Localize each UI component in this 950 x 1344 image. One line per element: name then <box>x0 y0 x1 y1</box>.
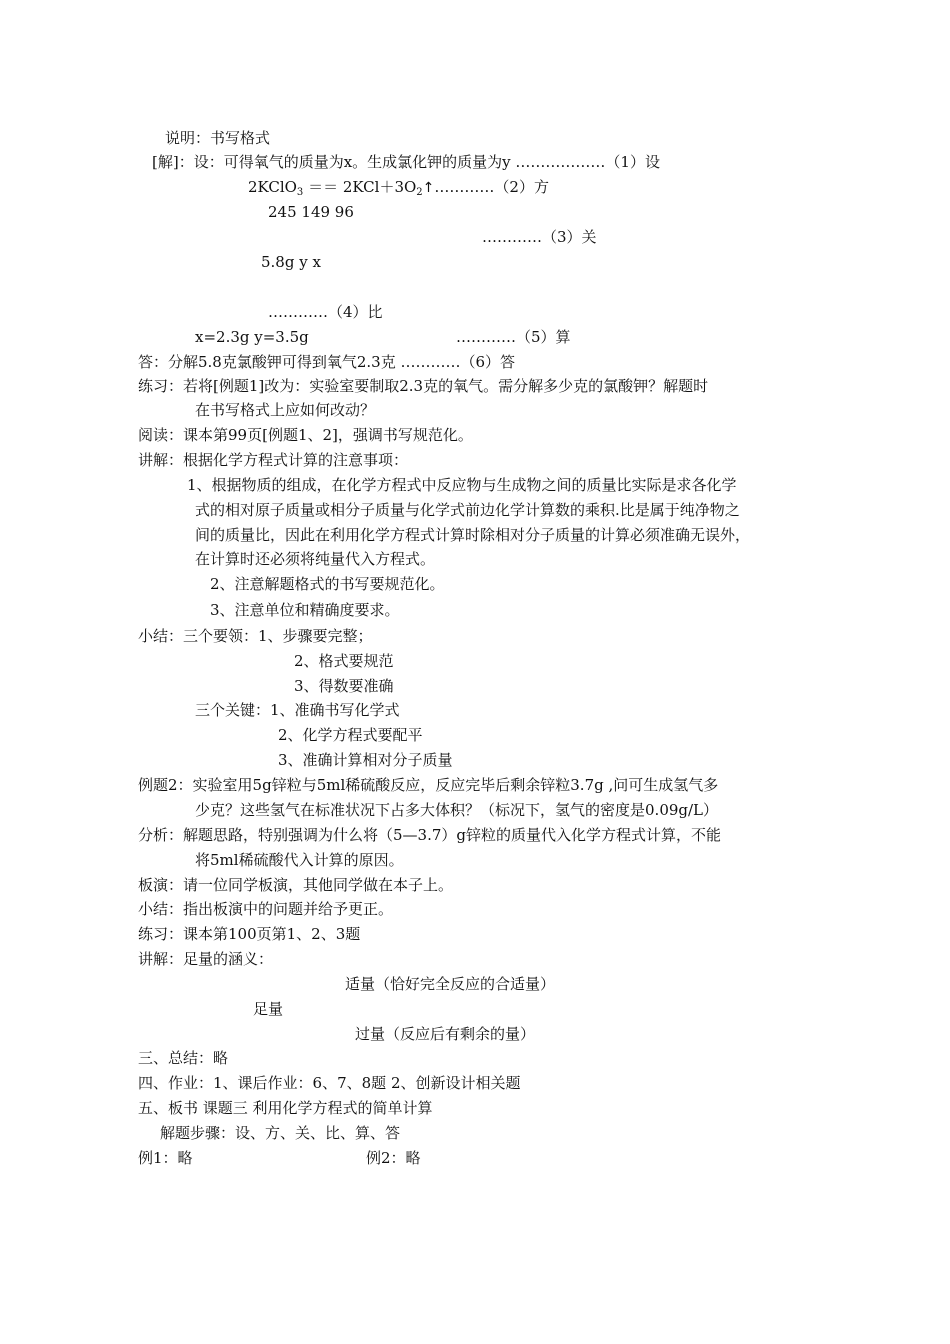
reading-line: 阅读：课本第99页[例题1、2]，强调书写规范化。 <box>138 426 473 444</box>
gas-arrow-icon: ↑ <box>422 180 435 196</box>
equation-step-marker: …………（2）方 <box>434 178 549 196</box>
step-marker-ratio: …………（4）比 <box>268 303 383 321</box>
lecture-sufficient: 讲解：足量的涵义： <box>138 950 274 968</box>
calculation-results: x=2.3g y=3.5g <box>195 328 309 346</box>
note-item-3: 3、注意单位和精确度要求。 <box>210 601 400 619</box>
equation-reactant: 2KClO <box>248 178 297 196</box>
section-summary: 三、总结：略 <box>138 1049 229 1067</box>
summary-key-2: 2、化学方程式要配平 <box>278 726 423 744</box>
summary-essential-2: 2、格式要规范 <box>294 652 394 670</box>
exercise-paragraph: 练习：若将[例题1]改为：实验室要制取2.3克的氧气。需分解多少克的氯酸钾？解题时 <box>138 377 709 395</box>
chemical-equation <box>248 177 549 198</box>
section-homework: 四、作业：1、课后作业：6、7、8题 2、创新设计相关题 <box>138 1074 521 1092</box>
note-item-1-cont: 间的质量比，因此在利用化学方程式计算时除相对分子质量的计算必须准确无误外， <box>195 526 751 544</box>
note-item-1-cont: 在计算时还必须将纯量代入方程式。 <box>195 550 436 568</box>
step-marker-relation: …………（3）关 <box>482 228 597 246</box>
example-2-cont: 少克？这些氢气在标准状况下占多大体积？（标况下，氢气的密度是0.09g/L） <box>195 801 719 819</box>
summary-essentials: 小结：三个要领：1、步骤要完整； <box>138 627 373 645</box>
example-2-ref: 例2：略 <box>366 1149 421 1167</box>
answer-line: 答：分解5.8克氯酸钾可得到氧气2.3克 …………（6）答 <box>138 353 516 371</box>
term-excess: 过量（反应后有剩余的量） <box>355 1025 536 1043</box>
analysis-line-cont: 将5ml稀硫酸代入计算的原因。 <box>195 851 404 869</box>
summary-essential-3: 3、得数要准确 <box>294 677 394 695</box>
example-1-ref: 例1：略 <box>138 1149 193 1167</box>
note-item-1-cont: 式的相对原子质量或相分子质量与化学式前边化学计算数的乘积.比是属于纯净物之 <box>195 501 740 519</box>
solution-setup-line: [解]：设：可得氧气的质量为x。生成氯化钾的质量为y ………………（1）设 <box>152 153 660 171</box>
section-label-format: 说明：书写格式 <box>165 129 271 147</box>
section-board: 五、板书 课题三 利用化学方程式的简单计算 <box>138 1099 433 1117</box>
equation-subscript: 2 <box>416 187 423 198</box>
known-unknown-row: 5.8g y x <box>261 253 321 271</box>
equation-products: ＝＝ 2KCl＋3O <box>303 178 417 196</box>
summary-keys: 三个关键：1、准确书写化学式 <box>195 701 400 719</box>
term-sufficient: 足量 <box>253 1000 284 1018</box>
board-demo-line: 板演：请一位同学板演，其他同学做在本子上。 <box>138 876 454 894</box>
step-marker-calc: …………（5）算 <box>456 328 571 346</box>
term-appropriate: 适量（恰好完全反应的合适量） <box>345 975 556 993</box>
analysis-line: 分析：解题思路，特别强调为什么将（5—3.7）g锌粒的质量代入化学方程式计算，不能 <box>138 826 722 844</box>
molar-mass-row: 245 149 96 <box>268 203 354 221</box>
summary-key-3: 3、准确计算相对分子质量 <box>278 751 453 769</box>
equation-subscript: 3 <box>296 187 304 198</box>
note-item-1: 1、根据物质的组成，在化学方程式中反应物与生成物之间的质量比实际是求各化学 <box>187 476 737 494</box>
lecture-heading: 讲解：根据化学方程式计算的注意事项： <box>138 451 409 469</box>
summary-correction: 小结：指出板演中的问题并给予更正。 <box>138 900 394 918</box>
solution-steps: 解题步骤：设、方、关、比、算、答 <box>160 1124 401 1142</box>
exercise-textbook: 练习：课本第100页第1、2、3题 <box>138 925 361 943</box>
example-2: 例题2：实验室用5g锌粒与5ml稀硫酸反应，反应完毕后剩余锌粒3.7g ,问可生成氢气多 <box>138 776 719 794</box>
note-item-2: 2、注意解题格式的书写要规范化。 <box>210 575 445 593</box>
exercise-paragraph-cont: 在书写格式上应如何改动？ <box>195 401 376 419</box>
